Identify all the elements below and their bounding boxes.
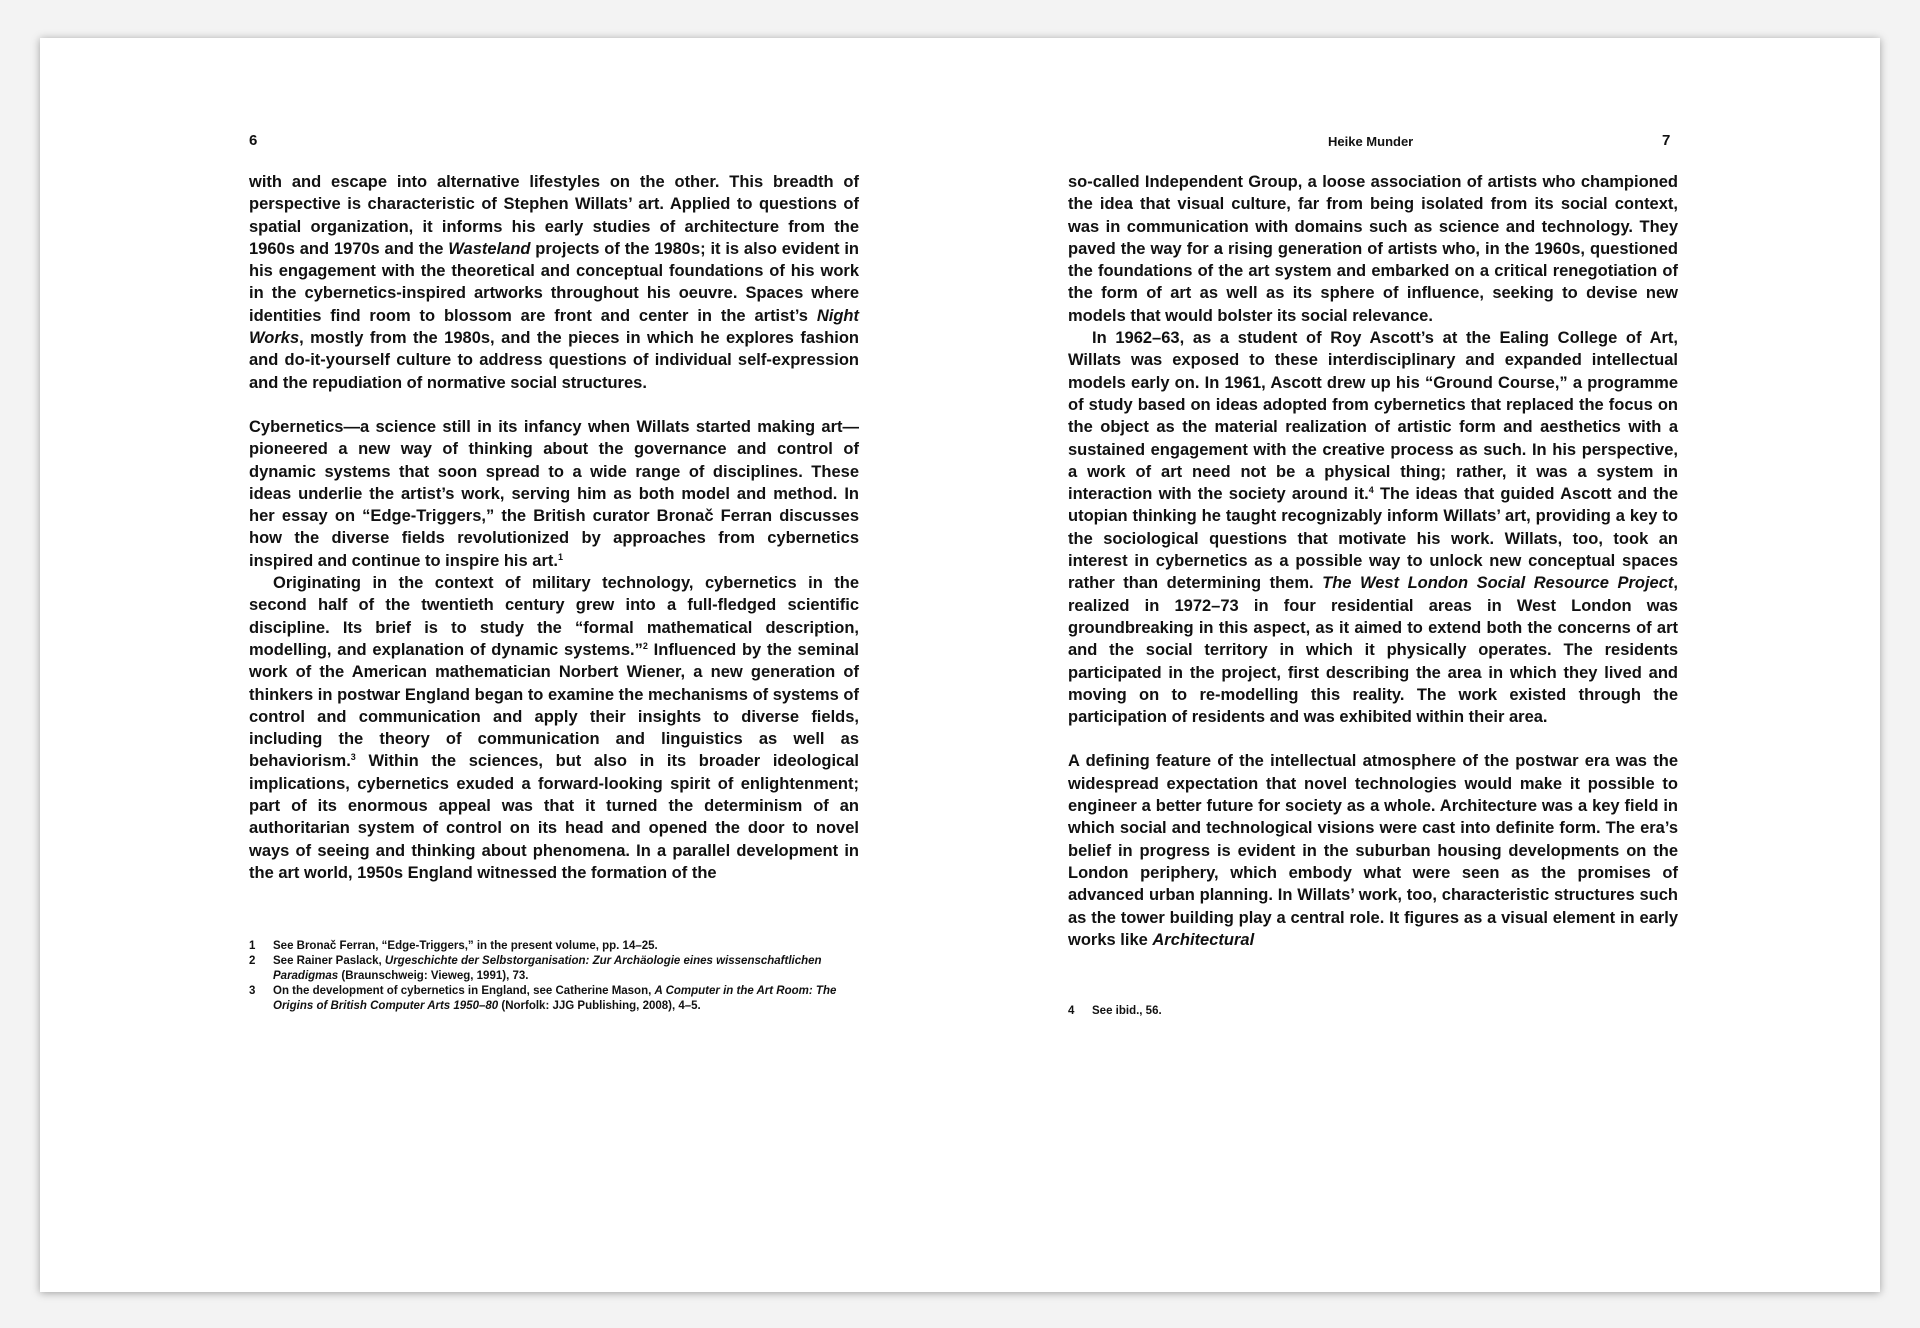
- footnote-reference: 4: [1368, 485, 1374, 496]
- body-paragraph: [1068, 327, 1678, 728]
- running-head-author: Heike Munder: [1328, 134, 1414, 149]
- footnote-reference: 3: [350, 752, 356, 763]
- page-number-left: 6: [249, 132, 258, 149]
- text-run: See Bronač Ferran, “Edge-Triggers,” in the present volume, pp. 14–25.: [273, 940, 658, 952]
- text-run: Within the sciences, but also in its broader ideological implications, cybernetics exuded a forward-looking spirit of enlightenment; part of its enormous appeal was that it turned the determinism of an authoritarian system of control on its head and opened the door to novel ways of seeing and thinking about phenomena. In a parallel development in the art world, 1950s England witnessed the formation of the: [249, 752, 859, 882]
- body-paragraph: [249, 171, 859, 394]
- footnote-text: [273, 984, 859, 1014]
- text-run: , realized in 1972–73 in four residential areas in West London was groundbreaking in this aspect, as it aimed to extend both the concerns of art and the social territory in which it physically operates. The residents participated in the project, first describing the area in which they lived and moving on to re-modelling this reality. The work existed through the participation of residents and was exhibited within their area.: [1068, 574, 1678, 727]
- text-run: , mostly from the 1980s, and the pieces in which he explores fashion and do-it-yourself culture to address questions of individual self-expression and the repudiation of normative social structures.: [249, 329, 859, 392]
- footnote-text: [1092, 1004, 1678, 1019]
- book-spread: [40, 38, 1880, 1292]
- right-page-body-text: [1068, 171, 1678, 951]
- footnote-number: 4: [1068, 1005, 1075, 1017]
- text-run: In 1962–63, as a student of Roy Ascott’s at the Ealing College of Art, Willats was exposed to these interdisciplinary and expanded intellectual models early on. In 1961, Ascott drew up his “Ground Course,” a programme of study based on ideas adopted from cybernetics that replaced the focus on the object as the material realization of artistic form and aesthetics with a sustained engagement with the creative process as such. In his perspective, a work of art need not be a physical thing; rather, it was a system in interaction with the society around it.: [1068, 329, 1678, 504]
- text-run: projects of the 1980s; it is also evident in his engagement with the theoretical and conceptual foundations of his work in the cybernetics-inspired artworks throughout his oeuvre. Spaces where identities find room to blossom are front and center in the artist’s: [249, 239, 859, 325]
- footnote-text: [273, 954, 859, 984]
- right-page-footnotes: [1068, 1004, 1678, 1019]
- italic-title: Night Works: [249, 306, 859, 348]
- body-paragraph: [1068, 750, 1678, 951]
- footnote: [249, 984, 859, 1014]
- footnote-number: 1: [249, 940, 256, 952]
- body-paragraph: [249, 572, 859, 884]
- text-run: The ideas that guided Ascott and the utopian thinking he taught recognizably inform Willats’ art, providing a key to the sociological questions that motivate his work. Willats, too, took an interest in cybernetics as a possible way to unlock new conceptual spaces rather than determining them.: [1068, 485, 1679, 593]
- body-paragraph: [249, 416, 859, 572]
- italic-title: Architectural: [1152, 930, 1255, 949]
- text-run: See ibid., 56.: [1092, 1005, 1162, 1017]
- text-run: (Norfolk: JJG Publishing, 2008), 4–5.: [498, 1000, 701, 1012]
- footnote-text: [273, 939, 859, 954]
- footnote-reference: 1: [557, 551, 563, 562]
- footnote: [249, 939, 859, 954]
- footnote: [1068, 1004, 1678, 1019]
- text-run: so-called Independent Group, a loose association of artists who championed the idea that visual culture, far from being isolated from its social context, was in communication with domains such as science and technology. They paved the way for a rising generation of artists who, in the 1960s, questioned the foundations of the art system and embarked on a critical renegotiation of the form of art as well as its sphere of influence, seeking to devise new models that would bolster its social relevance.: [1068, 173, 1678, 325]
- italic-title: Urgeschichte der Selbstorganisation: Zur Archäologie eines wissenschaftlichen Paradigmas: [273, 955, 822, 982]
- text-run: Cybernetics—a science still in its infancy when Willats started making art—pioneered a new way of thinking about the governance and control of dynamic systems that soon spread to a wide range of disciplines. These ideas underlie the artist’s work, serving him as both model and method. In her essay on “Edge-Triggers,” the British curator Bronač Ferran discusses how the diverse fields revolutionized by approaches from cybernetics inspired and continue to inspire his art.: [249, 417, 859, 570]
- text-run: On the development of cybernetics in England, see Catherine Mason,: [273, 985, 655, 997]
- text-run: with and escape into alternative lifestyles on the other. This breadth of perspective is characteristic of Stephen Willats’ art. Applied to questions of spatial organization, it informs his early studies of architecture from the 1960s and 1970s and the: [249, 173, 859, 258]
- footnote: [249, 954, 859, 984]
- text-run: Influenced by the seminal work of the American mathematician Norbert Wiener, a new generation of thinkers in postwar England began to examine the mechanisms of systems of control and communication and apply their insights to diverse fields, including the theory of communication and linguistics as well as behaviorism.: [249, 640, 859, 771]
- italic-title: Wasteland: [448, 239, 531, 258]
- footnote-number: 2: [249, 955, 256, 967]
- text-run: (Braunschweig: Vieweg, 1991), 73.: [338, 970, 529, 982]
- page-number-right: 7: [1662, 132, 1671, 149]
- text-run: Originating in the context of military technology, cybernetics in the second half of the twentieth century grew into a full-fledged scientific discipline. Its brief is to study the “formal mathematical description, modelling, and explanation of dynamic systems.”: [249, 574, 859, 659]
- italic-title: The West London Social Resource Project: [1322, 574, 1674, 593]
- text-run: See Rainer Paslack,: [273, 955, 385, 967]
- left-page-footnotes: [249, 939, 859, 1014]
- footnote-reference: 2: [642, 640, 648, 651]
- left-page-body-text: [249, 171, 859, 884]
- footnote-number: 3: [249, 985, 256, 997]
- text-run: A defining feature of the intellectual atmosphere of the postwar era was the widespread expectation that novel technologies would make it possible to engineer a better future for society as a whole. Architecture was a key field in which social and technological visions were cast into definite form. The era’s belief in progress is evident in the suburban housing developments on the London periphery, which embody what were seen as the promises of advanced urban planning. In Willats’ work, too, characteristic structures such as the tower building play a central role. It figures as a visual element in early works like: [1068, 752, 1678, 949]
- italic-title: A Computer in the Art Room: The Origins of British Computer Arts 1950–80: [273, 985, 837, 1012]
- body-paragraph: [1068, 171, 1678, 327]
